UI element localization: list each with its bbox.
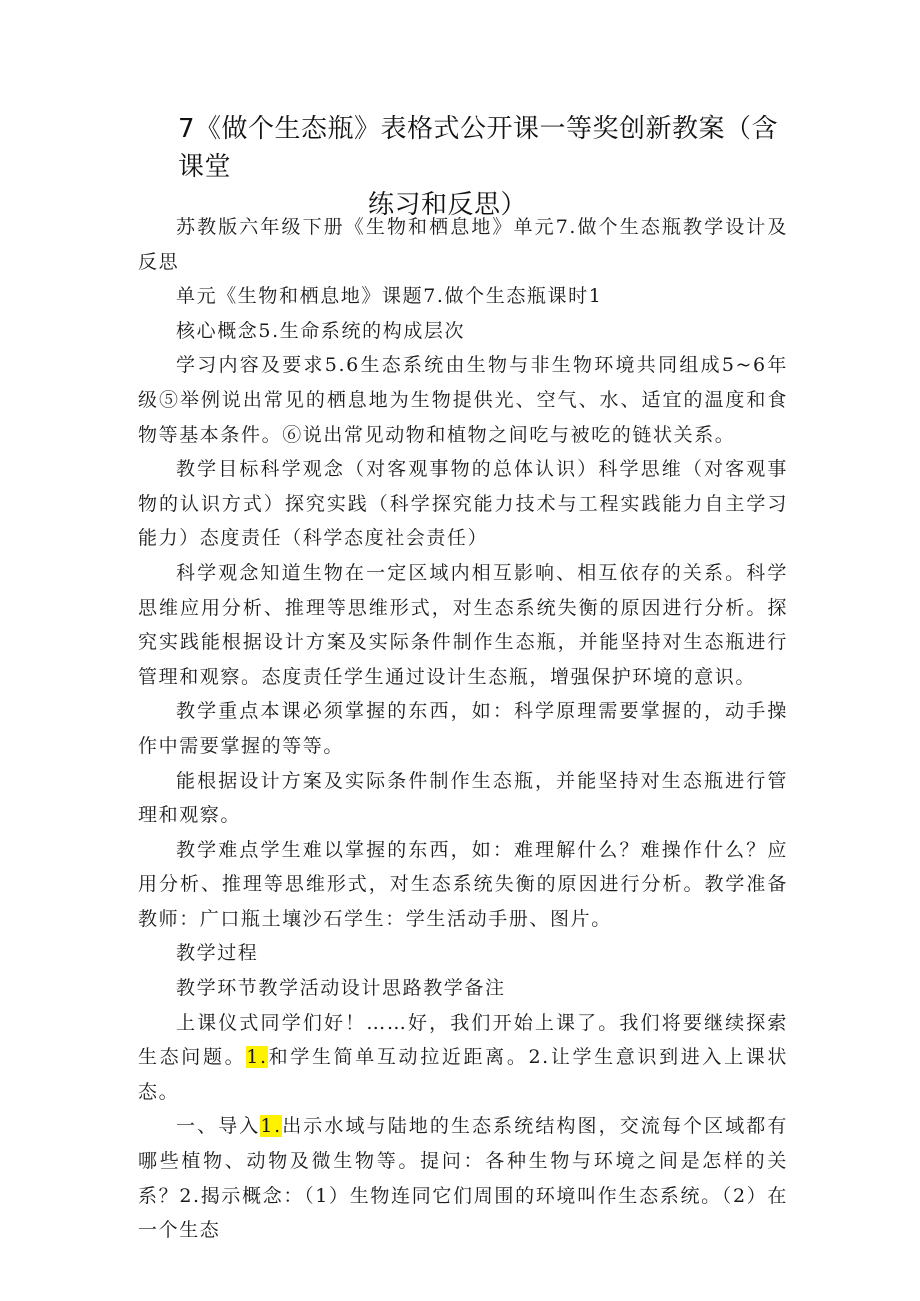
paragraph-textbook-unit: 苏教版六年级下册《生物和栖息地》单元7.做个生态瓶教学设计及反思 [138, 216, 788, 273]
paragraph-teaching-process: 教学过程 [176, 942, 259, 965]
highlighted-text: 1. [260, 1115, 282, 1138]
paragraph-unit-lesson: 单元《生物和栖息地》课题7.做个生态瓶课时1 [176, 285, 603, 308]
paragraph-table-header: 教学环节教学活动设计思路教学备注 [176, 977, 506, 1000]
paragraph-learning-content: 学习内容及要求5.6生态系统由生物与非生物环境共同组成5~6年级⑤举例说出常见的栖息地为生物提供光、空气、水、适宜的温度和食物等基本条件。⑥说出常见动物和植物之间吃与被吃的链状关系。 [138, 354, 788, 446]
text-segment: 出示水域与陆地的生态系统结构图，交流每个区域都有哪些植物、动物及微生物等。提问：各种生物与环境之间是怎样的关系？2.揭示概念：（1）生物连同它们周围的环境叫作生态系统。（2）在一个生态 [138, 1115, 788, 1242]
paragraph-key-points: 教学重点本课必须掌握的东西，如：科学原理需要掌握的，动手操作中需要掌握的等等。 [138, 700, 788, 757]
paragraph-class-opening [138, 1006, 788, 1110]
document-title [178, 110, 798, 224]
paragraph-teaching-goals: 教学目标科学观念（对客观事物的总体认识）科学思维（对客观事物的认识方式）探究实践（科学探究能力技术与工程实践能力自主学习能力）态度责任（科学态度社会责任） [138, 458, 788, 550]
paragraph-core-concept: 核心概念5.生命系统的构成层次 [176, 319, 466, 342]
title-line-1: 7《做个生态瓶》表格式公开课一等奖创新教案（含课堂 [178, 114, 779, 182]
paragraph-key-point-detail: 能根据设计方案及实际条件制作生态瓶，并能坚持对生态瓶进行管理和观察。 [138, 769, 788, 827]
text-segment: 一、导入 [176, 1115, 261, 1138]
highlighted-text: 1. [246, 1046, 268, 1069]
text-segment: 上课仪式同学们好！……好，我们开始上课了。我们将要继续探索生态问题。 [138, 1011, 788, 1069]
paragraph-introduction [138, 1109, 788, 1247]
paragraph-difficulties: 教学难点学生难以掌握的东西，如：难理解什么？难操作什么？应用分析、推理等思维形式，对生态系统失衡的原因进行分析。教学准备教师：广口瓶土壤沙石学生：学生活动手册、图片。 [138, 838, 788, 930]
paragraph-goal-details: 科学观念知道生物在一定区域内相互影响、相互依存的关系。科学思维应用分析、推理等思维形式，对生态系统失衡的原因进行分析。探究实践能根据设计方案及实际条件制作生态瓶，并能坚持对生态瓶进行管理和观察。态度责任学生通过设计生态瓶，增强保护环境的意识。 [138, 561, 788, 688]
text-segment: 和学生简单互动拉近距离。2.让学生意识到进入上课状态。 [138, 1046, 788, 1103]
document-body [138, 210, 788, 1248]
title-line-2: 练习和反思） [368, 190, 528, 220]
